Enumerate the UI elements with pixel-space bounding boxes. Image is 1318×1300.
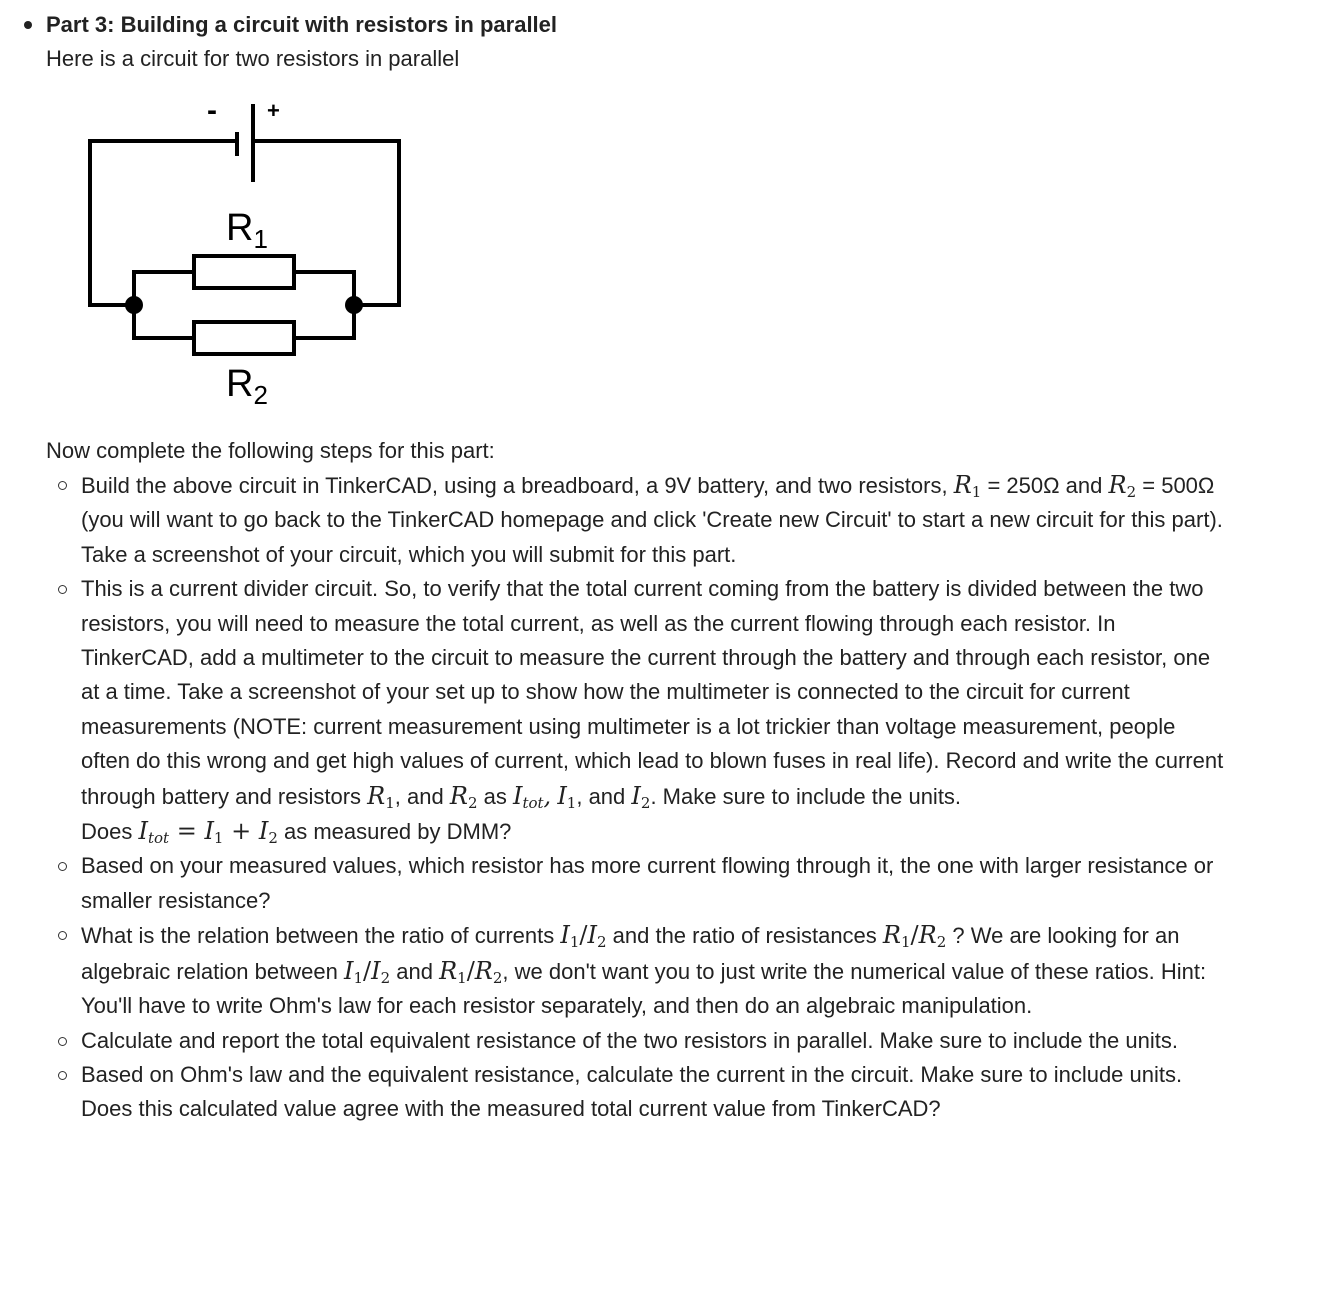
r1-label: $R_1$ [226,207,268,254]
hollow-bullet-icon [58,1071,67,1080]
intro-text: Here is a circuit for two resistors in parallel [46,46,460,71]
step-ratio-relation: What is the relation between the ratio of currents $I_1/I_2$ and the ratio of resistances $R_1/R_2$ ? We are looking for an algebraic relation between $I_1/I_2$ and $R_1/R_2$, we don't want you to just write the numerical value of these ratios. Hint: You'll have to write Ohm's law for each resistor separately, and then do an algebraic manipulation. [46,918,1226,1023]
heading-line [20,8,1300,42]
hollow-bullet-icon [58,931,67,940]
math-sum-equation: $I_{tot} = I_1 + I_2$ [138,817,278,848]
branch-bottom-left [134,305,194,338]
math-i-tot: $I_{tot}$, [512,781,552,812]
math-resistance-ratio: $R_1/R_2$ [439,956,503,987]
r2-label: $R_2$ [226,363,268,410]
agreement-question: Does this calculated value agree with the measured total current value from TinkerCAD? [81,1096,941,1122]
math-r1: $R_1$ [367,781,395,812]
math-r2: $R_2$ [449,781,478,812]
junction-left [125,296,143,314]
hollow-bullet-icon [58,481,67,490]
hollow-bullet-icon [58,585,67,594]
step-ohms-law-current: Based on Ohm's law and the equivalent resistance, calculate the current in the circuit. Make sure to include units. Does this calculated value agree with the measured total current value from TinkerCAD? [46,1058,1226,1127]
hollow-bullet-icon [58,862,67,871]
negative-sign: - [207,94,217,127]
math-current-ratio: $I_1/I_2$ [343,956,391,987]
part-heading: Part 3: Building a circuit with resistors in parallel [46,12,558,37]
steps-intro: Now complete the following steps for this part: [46,438,495,463]
math-i2: $I_2$ [631,781,651,812]
math-i1: $I_1$ [557,781,577,812]
junction-right [345,296,363,314]
resistor-r1 [194,256,294,288]
dmm-question: Does $I_{tot} = I_1 + I_2$ as measured by DMM? [81,817,512,848]
left-wire [90,141,237,305]
bullet-dot-icon [24,21,32,29]
right-wire [253,141,399,305]
math-resistance-ratio: $R_1/R_2$ [882,921,947,952]
steps-list [46,468,1226,1127]
part-3-section [20,8,1300,42]
positive-sign: + [267,98,280,123]
resistor-r2 [194,322,294,354]
math-r1: $R_1$ [953,471,982,501]
step-equivalent-resistance: Calculate and report the total equivalent resistance of the two resistors in parallel. Make sure to include the units. [46,1024,1226,1058]
branch-bottom-right [294,305,354,338]
branch-top-left [134,272,194,305]
step-current-divider: This is a current divider circuit. So, to verify that the total current coming from the battery is divided between the two resistors, you will need to measure the total current, as well as the current flowing through each resistor. In TinkerCAD, add a multimeter to the circuit to measure the current through the battery and through each resistor, one at a time. Take a screenshot of your set up to show how the multimeter is connected to the circuit for current measurements (NOTE: current measurement using multimeter is a lot trickier than voltage measurement, people often do this wrong and get high values of current, which lead to blown fuses in real life). Record and write the current through battery and resistors $R_1$, and $R_2$ as $I_{tot}$, $I_1$, and $I_2$. Make sure to include the units. Does $I_{tot} = I_1 + I_2$ as measured by DMM? [46,572,1226,849]
step-build-circuit: Build the above circuit in TinkerCAD, using a breadboard, a 9V battery, and two resistors, $R_1 = 250\Omega$ and $R_2 = 500\Omega$ (you will want to go back to the TinkerCAD homepage and click 'Create new Circuit' to start a new circuit for this part). Take a screenshot of your circuit, which you will submit for this part. [46,468,1226,572]
hollow-bullet-icon [58,1037,67,1046]
math-current-ratio: $I_1/I_2$ [560,921,607,952]
step-compare-currents: Based on your measured values, which resistor has more current flowing through it, the one with larger resistance or smaller resistance? [46,849,1226,918]
parallel-circuit-diagram [60,90,420,430]
branch-top-right [294,272,354,305]
math-r2: $R_2$ [1108,471,1137,501]
